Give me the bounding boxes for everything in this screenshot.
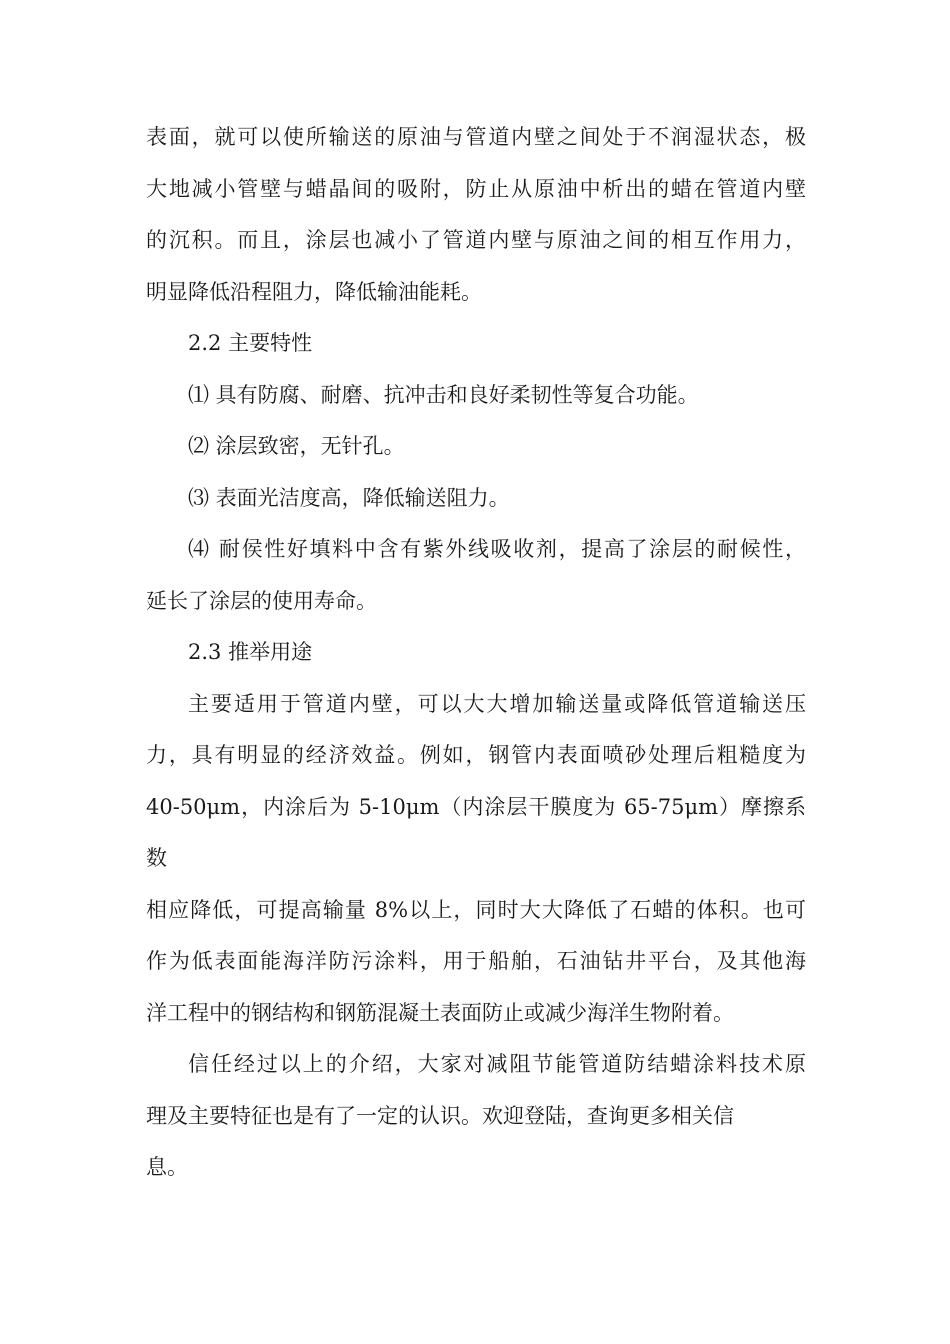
text-line: 40-50μm，内涂后为 5-10μm（内涂层干膜度为 65-75μm）摩擦系数 [146, 794, 806, 870]
text-line: 洋工程中的钢结构和钢筋混凝土表面防止或减少海洋生物附着。 [146, 1000, 734, 1025]
list-item-3 [146, 473, 806, 525]
list-item-2 [146, 421, 806, 473]
text-line: ⑴ 具有防腐、耐磨、抗冲击和良好柔韧性等复合功能。 [188, 382, 699, 407]
paragraph-coating-effect [146, 112, 806, 318]
text-line: 延长了涂层的使用寿命。 [146, 588, 377, 613]
text-line: ⑷ 耐侯性好填料中含有紫外线吸收剂，提高了涂层的耐候性， [188, 537, 806, 561]
text-line: 主要适用于管道内壁，可以大大增加输送量或降低管道输送压 [188, 691, 806, 716]
document-body [146, 112, 806, 1194]
text-line: ⑵ 涂层致密，无针孔。 [188, 434, 405, 458]
text-line: 大地减小管壁与蜡晶间的吸附，防止从原油中析出的蜡在管道内壁 [146, 176, 806, 201]
text-line: 表面，就可以使所输送的原油与管道内壁之间处于不润湿状态，极 [146, 125, 806, 149]
text-line: 力，具有明显的经济效益。例如，钢管内表面喷砂处理后粗糙度为 [146, 743, 806, 767]
text-line: 信任经过以上的介绍，大家对减阻节能管道防结蜡涂料技术原 [188, 1052, 806, 1076]
list-item-1 [146, 370, 806, 422]
heading-text: 2.3 推举用途 [188, 640, 313, 664]
paragraph-closing [146, 1039, 806, 1194]
text-line: 息。 [146, 1155, 188, 1179]
text-line: ⑶ 表面光洁度高，降低输送阻力。 [188, 485, 510, 510]
text-line: 的沉积。而且，涂层也减小了管道内壁与原油之间的相互作用力， [146, 228, 806, 252]
list-item-4 [146, 524, 806, 627]
text-line: 理及主要特征也是有了一定的认识。欢迎登陆，查询更多相关信 [146, 1103, 734, 1128]
heading-text: 2.2 主要特性 [188, 331, 313, 355]
paragraph-usage [146, 679, 806, 1040]
section-heading-2-3 [146, 627, 806, 679]
section-heading-2-2 [146, 318, 806, 370]
text-line: 相应降低，可提高输量 8%以上，同时大大降低了石蜡的体积。也可 [146, 897, 806, 922]
text-line: 明显降低沿程阻力，降低输油能耗。 [146, 279, 482, 304]
text-line: 作为低表面能海洋防污涂料，用于船舶，石油钻井平台，及其他海 [146, 949, 806, 973]
